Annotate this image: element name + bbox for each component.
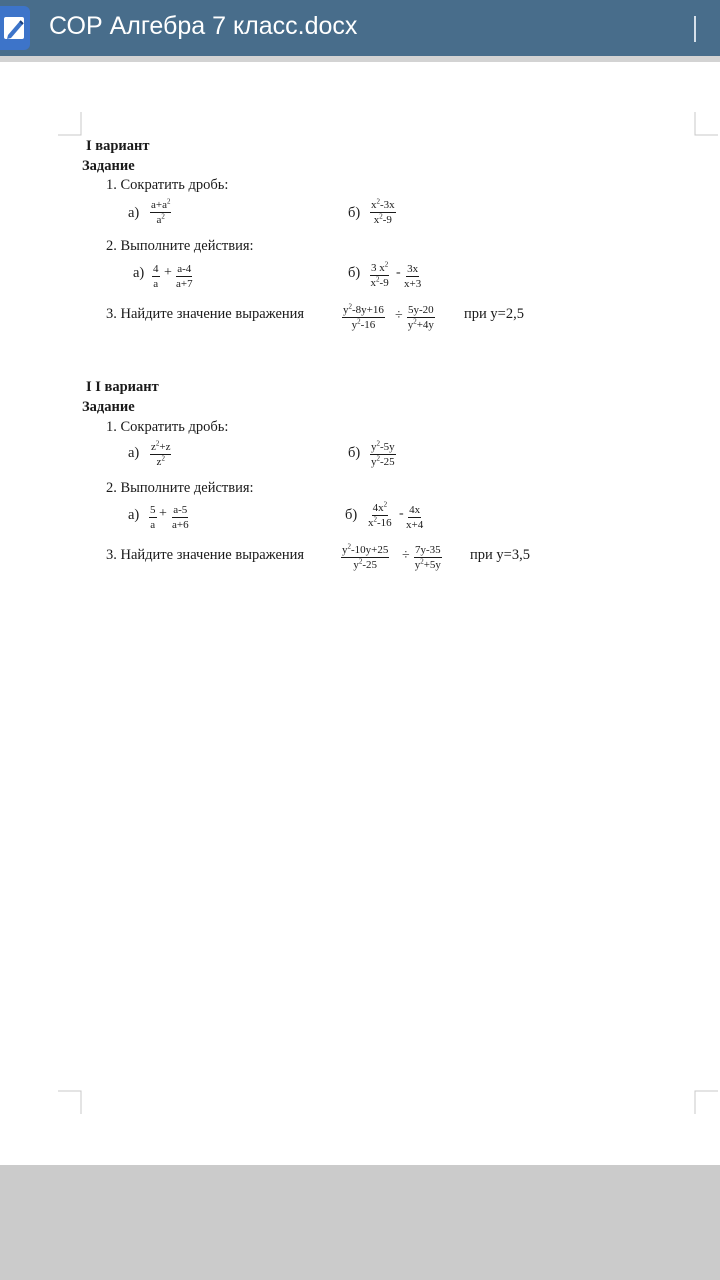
page-corner-mark (58, 112, 82, 136)
fraction: $\frac{5}{a}$ (150, 504, 156, 531)
variant-heading: I I вариант (86, 379, 159, 395)
variant-heading: I вариант (86, 138, 150, 154)
fraction: $\frac{3x}{x+3}$ (404, 263, 422, 290)
question-2: 2. Выполните действия: (106, 238, 254, 254)
item-label: а) (128, 507, 140, 523)
fraction: $\frac{4x}{x+4}$ (406, 504, 424, 531)
division-sign: ÷ (402, 548, 410, 563)
toolbar-shadow (0, 56, 720, 62)
minus-sign: - (396, 265, 401, 280)
condition-text: при y=2,5 (464, 306, 524, 322)
minus-sign: - (399, 506, 404, 521)
fraction: $\frac{7y-35}{y^2+5y}$ (414, 544, 441, 571)
fraction: $\frac{y^2-10y+25}{y^2-25}$ (342, 542, 389, 571)
fraction: $\frac{a-4}{a+7}$ (176, 263, 193, 290)
question-1: 1. Сократить дробь: (106, 177, 229, 193)
fraction: $\frac{5y-20}{y^2+4y}$ (407, 304, 434, 331)
question-3: 3. Найдите значение выражения (106, 547, 305, 563)
plus-sign: + (159, 506, 167, 521)
question-2: 2. Выполните действия: (106, 480, 254, 496)
task-label: Задание (82, 158, 135, 174)
item-label: б) (348, 445, 361, 461)
item-label: а) (128, 205, 140, 221)
fraction: $\frac{z^2+z}{z^2}$ (151, 439, 171, 468)
division-sign: ÷ (395, 308, 403, 323)
question-3: 3. Найдите значение выражения (106, 306, 305, 322)
page-corner-mark (694, 112, 718, 136)
item-label: а) (128, 445, 140, 461)
fraction: $\frac{y^2-5y}{y^2-25}$ (371, 439, 395, 468)
item-label: б) (348, 265, 361, 281)
fraction: $\frac{3 x^2}{x^2-9}$ (370, 260, 389, 289)
item-label: б) (345, 507, 358, 523)
viewer-background (0, 1165, 720, 1280)
task-label: Задание (82, 399, 135, 415)
condition-text: при y=3,5 (470, 547, 530, 563)
toolbar-divider (694, 16, 696, 42)
fraction: $\frac{4x^2}{x^2-16}$ (368, 500, 392, 529)
fraction: $\frac{x^2-3x}{x^2-9}$ (371, 197, 395, 226)
app-toolbar (0, 0, 720, 56)
page-corner-mark (694, 1090, 718, 1114)
item-label: а) (133, 265, 145, 281)
fraction: $\frac{a-5}{a+6}$ (172, 504, 189, 531)
fraction: $\frac{4}{a}$ (153, 263, 159, 290)
document-title: СОР Алгебра 7 класс.docx (49, 12, 358, 40)
fraction: $\frac{y^2-8y+16}{y^2-16}$ (343, 302, 384, 331)
item-label: б) (348, 205, 361, 221)
plus-sign: + (164, 265, 172, 280)
fraction: $\frac{a+a^2}{a^2}$ (151, 197, 171, 226)
question-1: 1. Сократить дробь: (106, 419, 229, 435)
page-corner-mark (58, 1090, 82, 1114)
document-edit-icon[interactable] (0, 6, 30, 50)
